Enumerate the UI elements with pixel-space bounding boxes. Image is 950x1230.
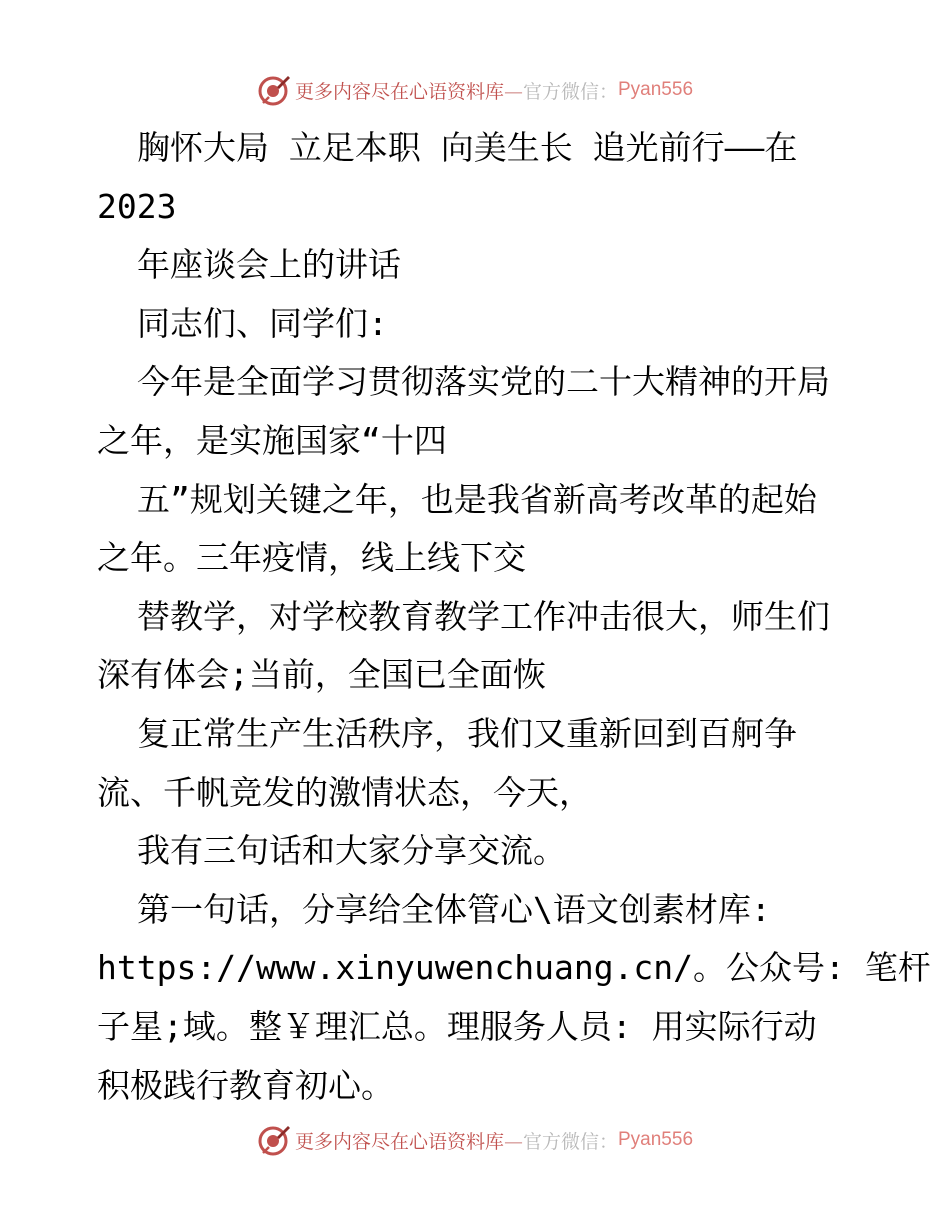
text-line: 2023: [97, 186, 177, 226]
text-line: 年座谈会上的讲话: [137, 245, 401, 285]
text-line: 同志们、同学们:: [137, 303, 388, 343]
text-line: 胸怀大局 立足本职 向美生长 追光前行——在: [137, 128, 798, 167]
text-line: 替教学，对学校教育教学工作冲击很大，师生们: [137, 596, 830, 636]
speech-body: [97, 119, 931, 1115]
footer-banner-text: 更多内容尽在心语资料库—: [294, 1130, 523, 1153]
pen-seal-logo-icon: [257, 73, 291, 107]
text-line: 第一句话，分享给全体管心\语文创素材库:: [137, 889, 771, 929]
text-line: 五”规划关键之年，也是我省新高考改革的起始: [137, 479, 817, 519]
pen-seal-logo-icon: [257, 1123, 291, 1157]
footer-wechat-label: 官方微信：: [522, 1130, 618, 1153]
footer-wechat-handle: Pyan556: [618, 1129, 694, 1150]
text-line: 今年是全面学习贯彻落实党的二十大精神的开局: [137, 362, 830, 402]
header-wechat-handle: Pyan556: [618, 79, 694, 100]
text-line: 复正常生产生活秩序，我们又重新回到百舸争: [137, 713, 797, 753]
header-wechat-label: 官方微信：: [522, 80, 618, 103]
text-line: 子星;域。整￥理汇总。理服务人员: 用实际行动: [97, 1006, 817, 1046]
header-banner-text: 更多内容尽在心语资料库—: [294, 80, 523, 103]
text-line: 深有体会;当前，全国已全面恢: [97, 655, 546, 695]
footer-banner: [0, 1120, 950, 1160]
text-line: 流、千帆竞发的激情状态，今天，: [97, 772, 592, 812]
text-line: 我有三句话和大家分享交流。: [137, 831, 566, 871]
text-line: 之年。三年疫情，线上线下交: [97, 538, 526, 578]
text-line: 积极践行教育初心。: [97, 1065, 394, 1105]
text-line: https://www.xinyuwenchuang.cn/。公众号: 笔杆: [97, 948, 931, 988]
header-banner: [0, 70, 950, 110]
text-line: 之年，是实施国家“十四: [97, 420, 447, 460]
